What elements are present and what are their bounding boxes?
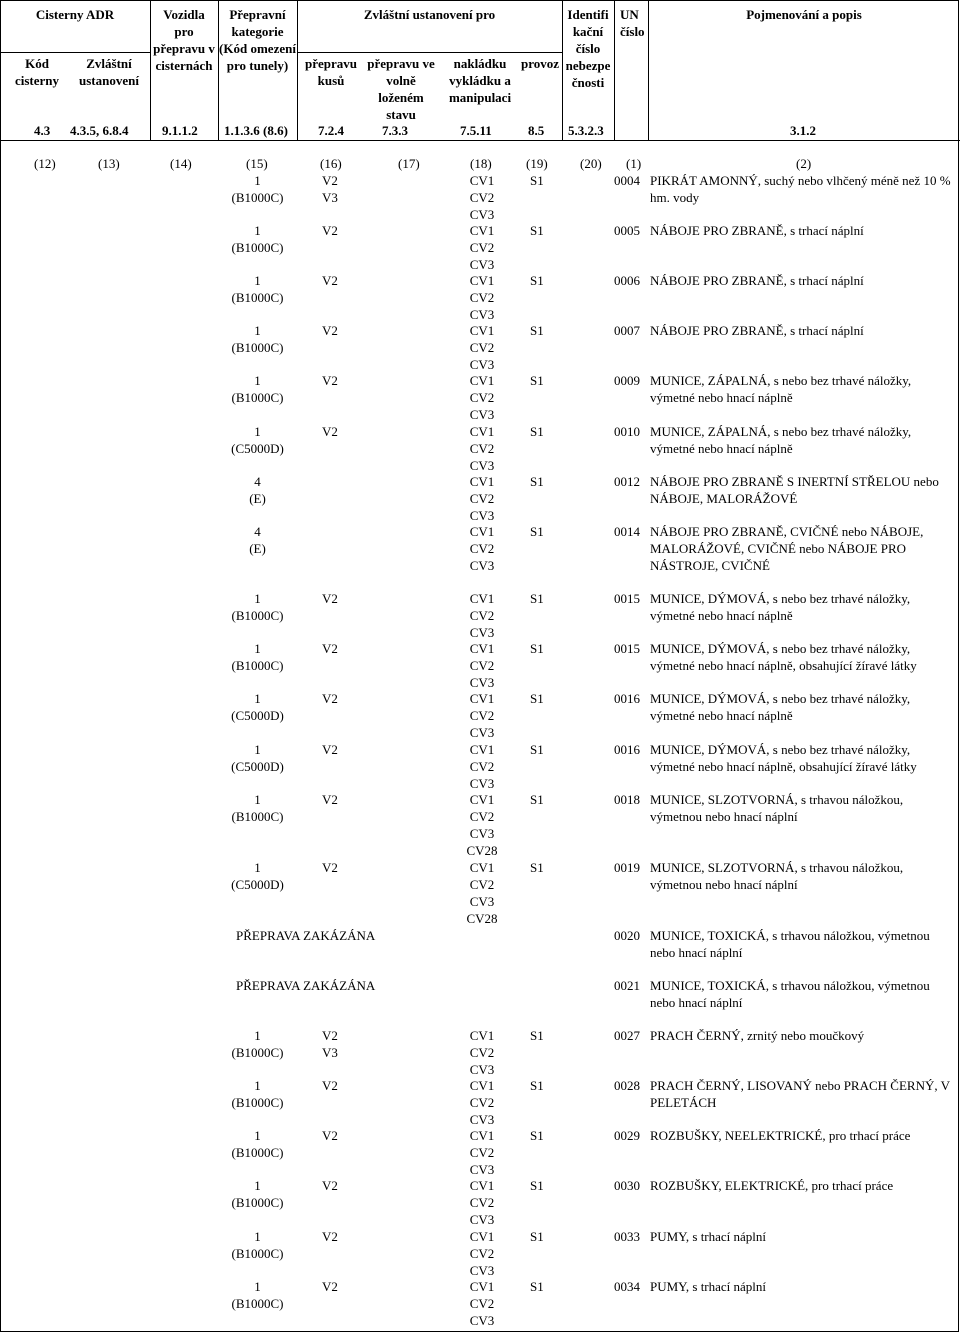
ref-special-provisions: 4.3.5, 6.8.4	[70, 123, 129, 138]
name-description: MUNICE, SLZOTVORNÁ, s trhavou náložkou, výmetnou nebo hnací náplní	[650, 792, 904, 824]
operation-provision: S1	[530, 860, 544, 875]
un-number: 0016	[614, 742, 640, 757]
un-number: 0019	[614, 860, 640, 875]
transport-category: 1 (B1000C)	[231, 223, 284, 255]
column-number: (15)	[246, 156, 268, 171]
loading-provision: CV1 CV2 CV3	[469, 1128, 495, 1177]
un-number: 0015	[614, 641, 640, 656]
transport-category: 1 (B1000C)	[231, 1279, 284, 1311]
column-number: (19)	[526, 156, 548, 171]
transport-prohibited: PŘEPRAVA ZAKÁZÁNA	[236, 978, 376, 993]
loading-provision: CV1 CV2 CV3	[469, 273, 495, 322]
operation-provision: S1	[530, 1279, 544, 1294]
transport-category: 1 (B1000C)	[231, 1028, 284, 1060]
column-number: (20)	[580, 156, 602, 171]
operation-heading: provoz	[520, 56, 560, 71]
transport-category: 1 (B1000C)	[231, 1178, 284, 1210]
packages-provision: V2	[322, 591, 338, 606]
operation-provision: S1	[530, 591, 544, 606]
transport-prohibited: PŘEPRAVA ZAKÁZÁNA	[236, 928, 376, 943]
packages-provision: V2	[322, 273, 338, 288]
loading-provision: CV1 CV2 CV3 CV28	[466, 792, 498, 858]
packages-heading: přepravu kusů	[305, 56, 357, 88]
operation-provision: S1	[530, 742, 544, 757]
column-number: (13)	[98, 156, 120, 171]
name-description: PIKRÁT AMONNÝ, suchý nebo vlhčený méně než 10 % hm. vody	[650, 173, 951, 205]
column-number: (2)	[796, 156, 812, 171]
transport-category: 1 (B1000C)	[231, 1229, 284, 1261]
name-description: MUNICE, TOXICKÁ, s trhavou náložkou, výmetnou nebo hnací náplní	[650, 928, 930, 960]
loading-provision: CV1 CV2 CV3	[469, 1178, 495, 1227]
un-number: 0020	[614, 928, 640, 943]
ref-name: 3.1.2	[790, 123, 816, 138]
un-number: 0005	[614, 223, 640, 238]
packages-provision: V2	[322, 373, 338, 388]
transport-category: 1 (B1000C)	[231, 323, 284, 355]
loading-provision: CV1 CV2 CV3	[469, 1279, 495, 1328]
name-description: MUNICE, ZÁPALNÁ, s nebo bez trhavé náložky, výmetné nebo hnací náplně	[650, 373, 912, 405]
loading-provision: CV1 CV2 CV3 CV28	[466, 860, 498, 926]
transport-category: 1 (B1000C)	[231, 273, 284, 305]
packages-provision: V2	[322, 223, 338, 238]
name-description: ROZBUŠKY, ELEKTRICKÉ, pro trhací práce	[650, 1178, 894, 1193]
packages-provision: V2	[322, 1229, 338, 1244]
un-number: 0030	[614, 1178, 640, 1193]
packages-provision: V2	[322, 792, 338, 807]
special-provisions-for-heading: Zvláštní ustanovení pro	[363, 7, 496, 22]
operation-provision: S1	[530, 474, 544, 489]
vehicles-heading: Vozidla pro přepravu v cisternách	[153, 7, 215, 73]
name-description: PRACH ČERNÝ, LISOVANÝ nebo PRACH ČERNÝ, V PELETÁCH	[650, 1078, 950, 1110]
packages-provision: V2 V3	[322, 173, 338, 205]
header-divider	[297, 52, 562, 53]
packages-provision: V2	[322, 691, 338, 706]
ref-bulk: 7.3.3	[382, 123, 408, 138]
ref-packages: 7.2.4	[318, 123, 344, 138]
ref-transport-category: 1.1.3.6 (8.6)	[224, 123, 288, 138]
name-description: MUNICE, DÝMOVÁ, s nebo bez trhavé náložky, výmetné nebo hnací náplně, obsahující žíravé látky	[650, 742, 917, 774]
packages-provision: V2	[322, 860, 338, 875]
transport-category: 1 (C5000D)	[231, 860, 284, 892]
loading-provision: CV1 CV2 CV3	[469, 742, 495, 791]
transport-category: 1 (B1000C)	[231, 173, 284, 205]
operation-provision: S1	[530, 1128, 544, 1143]
name-description: MUNICE, DÝMOVÁ, s nebo bez trhavé náložky, výmetné nebo hnací náplně	[650, 691, 911, 723]
tanks-adr-heading: Cisterny ADR	[35, 7, 115, 22]
column-number: (1)	[626, 156, 642, 171]
un-number: 0009	[614, 373, 640, 388]
name-description: NÁBOJE PRO ZBRANĚ, s trhací náplní	[650, 223, 864, 238]
un-number: 0006	[614, 273, 640, 288]
transport-category: 1 (C5000D)	[231, 424, 284, 456]
name-description: ROZBUŠKY, NEELEKTRICKÉ, pro trhací práce	[650, 1128, 911, 1143]
transport-category: 1 (B1000C)	[231, 792, 284, 824]
packages-provision: V2 V3	[322, 1028, 338, 1060]
packages-provision: V2	[322, 323, 338, 338]
bulk-heading: přepravu ve volně loženém stavu	[367, 56, 435, 122]
name-description: NÁBOJE PRO ZBRANĚ S INERTNÍ STŘELOU nebo NÁBOJE, MALORÁŽOVÉ	[650, 474, 939, 506]
loading-heading: nakládku vykládku a manipulaci	[448, 56, 512, 105]
header-divider	[614, 0, 615, 140]
loading-provision: CV1 CV2 CV3	[469, 173, 495, 222]
un-number: 0016	[614, 691, 640, 706]
loading-provision: CV1 CV2 CV3	[469, 1078, 495, 1127]
name-description: MUNICE, ZÁPALNÁ, s nebo bez trhavé náložky, výmetné nebo hnací náplně	[650, 424, 912, 456]
ref-vehicles: 9.1.1.2	[162, 123, 198, 138]
transport-category: 1 (B1000C)	[231, 591, 284, 623]
packages-provision: V2	[322, 424, 338, 439]
packages-provision: V2	[322, 1178, 338, 1193]
column-number: (18)	[470, 156, 492, 171]
loading-provision: CV1 CV2 CV3	[469, 691, 495, 740]
un-number: 0012	[614, 474, 640, 489]
un-number: 0029	[614, 1128, 640, 1143]
packages-provision: V2	[322, 742, 338, 757]
special-provisions-heading: Zvláštní ustanovení	[79, 56, 139, 88]
operation-provision: S1	[530, 691, 544, 706]
un-number: 0028	[614, 1078, 640, 1093]
operation-provision: S1	[530, 273, 544, 288]
operation-provision: S1	[530, 1229, 544, 1244]
un-number: 0014	[614, 524, 640, 539]
operation-provision: S1	[530, 1028, 544, 1043]
un-number: 0021	[614, 978, 640, 993]
loading-provision: CV1 CV2 CV3	[469, 373, 495, 422]
operation-provision: S1	[530, 524, 544, 539]
operation-provision: S1	[530, 373, 544, 388]
transport-category: 1 (B1000C)	[231, 1078, 284, 1110]
name-description: NÁBOJE PRO ZBRANĚ, CVIČNÉ nebo NÁBOJE, MALORÁŽOVÉ, CVIČNÉ nebo NÁBOJE PRO NÁSTROJE, CVIČNÉ	[650, 524, 924, 573]
packages-provision: V2	[322, 1078, 338, 1093]
operation-provision: S1	[530, 223, 544, 238]
transport-category: 1 (B1000C)	[231, 641, 284, 673]
operation-provision: S1	[530, 424, 544, 439]
un-number: 0010	[614, 424, 640, 439]
ref-operation: 8.5	[528, 123, 545, 138]
un-number: 0034	[614, 1279, 640, 1294]
column-number: (17)	[398, 156, 420, 171]
operation-provision: S1	[530, 792, 544, 807]
name-description: NÁBOJE PRO ZBRANĚ, s trhací náplní	[650, 323, 864, 338]
packages-provision: V2	[322, 1279, 338, 1294]
column-number: (12)	[34, 156, 56, 171]
transport-category: 4 (E)	[249, 474, 266, 506]
hazard-id-heading: Identifi kační číslo nebezpe čnosti	[565, 7, 611, 90]
un-number: 0033	[614, 1229, 640, 1244]
tank-code-heading: Kód cisterny	[14, 56, 60, 88]
operation-provision: S1	[530, 641, 544, 656]
operation-provision: S1	[530, 173, 544, 188]
un-heading: UN číslo	[620, 7, 645, 39]
column-number: (14)	[170, 156, 192, 171]
name-description: PUMY, s trhací náplní	[650, 1279, 767, 1294]
name-description: PUMY, s trhací náplní	[650, 1229, 767, 1244]
packages-provision: V2	[322, 1128, 338, 1143]
loading-provision: CV1 CV2 CV3	[469, 223, 495, 272]
transport-category: 1 (B1000C)	[231, 373, 284, 405]
loading-provision: CV1 CV2 CV3	[469, 1028, 495, 1077]
name-description: MUNICE, DÝMOVÁ, s nebo bez trhavé náložky, výmetné nebo hnací náplně, obsahující žíravé látky	[650, 641, 917, 673]
un-number: 0004	[614, 173, 640, 188]
operation-provision: S1	[530, 323, 544, 338]
transport-category: 1 (B1000C)	[231, 1128, 284, 1160]
un-number: 0007	[614, 323, 640, 338]
transport-category: 1 (C5000D)	[231, 691, 284, 723]
name-description: MUNICE, SLZOTVORNÁ, s trhavou náložkou, výmetnou nebo hnací náplní	[650, 860, 904, 892]
un-number: 0015	[614, 591, 640, 606]
header-divider	[0, 52, 150, 53]
operation-provision: S1	[530, 1078, 544, 1093]
loading-provision: CV1 CV2 CV3	[469, 641, 495, 690]
packages-provision: V2	[322, 641, 338, 656]
name-description: MUNICE, DÝMOVÁ, s nebo bez trhavé náložky, výmetné nebo hnací náplně	[650, 591, 911, 623]
name-description: PRACH ČERNÝ, zrnitý nebo moučkový	[650, 1028, 865, 1043]
loading-provision: CV1 CV2 CV3	[469, 323, 495, 372]
loading-provision: CV1 CV2 CV3	[469, 1229, 495, 1278]
un-number: 0018	[614, 792, 640, 807]
operation-provision: S1	[530, 1178, 544, 1193]
un-number: 0027	[614, 1028, 640, 1043]
transport-category-heading: Přepravní kategorie (Kód omezení pro tunely)	[219, 7, 296, 73]
transport-category: 4 (E)	[249, 524, 266, 556]
ref-tank-code: 4.3	[34, 123, 51, 138]
column-number: (16)	[320, 156, 342, 171]
loading-provision: CV1 CV2 CV3	[469, 474, 495, 523]
name-description: NÁBOJE PRO ZBRANĚ, s trhací náplní	[650, 273, 864, 288]
transport-category: 1 (C5000D)	[231, 742, 284, 774]
loading-provision: CV1 CV2 CV3	[469, 524, 495, 573]
ref-loading: 7.5.11	[460, 123, 492, 138]
name-description: MUNICE, TOXICKÁ, s trhavou náložkou, výmetnou nebo hnací náplní	[650, 978, 930, 1010]
loading-provision: CV1 CV2 CV3	[469, 424, 495, 473]
ref-hazard-id: 5.3.2.3	[568, 123, 604, 138]
name-heading: Pojmenování a popis	[746, 7, 862, 22]
loading-provision: CV1 CV2 CV3	[469, 591, 495, 640]
table-header	[0, 0, 960, 141]
